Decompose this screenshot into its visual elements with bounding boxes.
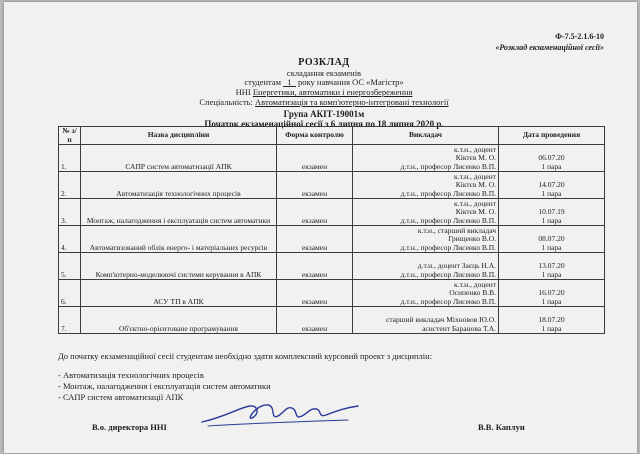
- director-signature: [198, 396, 363, 436]
- form-name: «Розклад екзаменаційної сесії»: [495, 43, 604, 52]
- session-start: Початок екзаменаційної сесії з 6 липня по 18 липня 2020 р.: [204, 119, 444, 129]
- cell-number: 1.: [59, 145, 81, 172]
- coursework-item: - САПР систем автоматизації АПК: [58, 392, 184, 402]
- table-header-row: [59, 127, 605, 145]
- table-row: [59, 226, 605, 253]
- cell-examiner-line: д.т.н., професор Лисенко В.П.: [400, 188, 496, 198]
- form-code: Ф-7.5-2.1.6-10: [555, 32, 604, 41]
- specialty-line: [64, 97, 584, 107]
- cell-examiner-line: д.т.н., професор Лисенко В.П.: [400, 296, 496, 306]
- students-suffix: року навчання ОС «Магістр»: [298, 77, 404, 87]
- cell-examiner: [353, 307, 499, 334]
- cell-date: [499, 307, 605, 334]
- cell-date: [499, 172, 605, 199]
- cell-examiner-line: д.т.н., професор Лисенко В.П.: [400, 269, 496, 279]
- table-row: [59, 172, 605, 199]
- cell-discipline: АСУ ТП в АПК: [81, 280, 277, 307]
- table-row: [59, 145, 605, 172]
- cell-discipline: Автоматизація технологічних процесів: [81, 172, 277, 199]
- cell-examiner-line: Кіктєв М. О.: [455, 207, 496, 216]
- cell-number: 7.: [59, 307, 81, 334]
- cell-number: 4.: [59, 226, 81, 253]
- cell-date: [499, 199, 605, 226]
- cell-date-line: 13.07.20: [538, 261, 565, 270]
- cell-examiner: [353, 253, 499, 280]
- cell-examiner-line: Кіктєв М. О.: [455, 180, 496, 189]
- cell-examiner: [353, 226, 499, 253]
- cell-examiner-line: к.т.н., старший викладач: [417, 225, 496, 235]
- cell-discipline: Об'єктно-орієнтоване програмування: [81, 307, 277, 334]
- cell-date-line: 16.07.20: [538, 288, 565, 297]
- cell-examiner-line: к.т.н., доцент: [454, 144, 496, 154]
- table-row: [59, 280, 605, 307]
- cell-examiner-line: д.т.н., професор Лисенко В.П.: [400, 242, 496, 252]
- cell-date-line: 14.07.20: [538, 180, 565, 189]
- cell-examiner-line: д.т.н., професор Лисенко В.П.: [400, 161, 496, 171]
- cell-date: [499, 145, 605, 172]
- cell-examiner: [353, 145, 499, 172]
- specialty-value: Автоматизація та комп'ютерно-інтегровані технології: [255, 97, 449, 107]
- header-num: № з/п: [59, 127, 81, 145]
- cell-number: 5.: [59, 253, 81, 280]
- cell-discipline: Автоматизований облік енерго- і матеріальних ресурсів: [81, 226, 277, 253]
- cell-examiner: [353, 280, 499, 307]
- table-row: [59, 199, 605, 226]
- table-row: [59, 307, 605, 334]
- cell-date-line: 10.07.19: [538, 207, 565, 216]
- cell-date: [499, 226, 605, 253]
- coursework-note: До початку екзаменаційної сесії студентам необхідно здати комплексний курсовий проект з дисциплін:: [58, 351, 433, 361]
- cell-examiner-line: Кіктєв М. О.: [455, 153, 496, 162]
- cell-form: екзамен: [277, 145, 353, 172]
- cell-examiner-line: Осипенко В.В.: [449, 288, 496, 297]
- cell-date-line: 1 пара: [541, 242, 562, 252]
- cell-examiner-line: д.т.н., доцент Заєць Н.А.: [417, 261, 496, 270]
- cell-form: екзамен: [277, 253, 353, 280]
- cell-examiner-line: к.т.н., доцент: [454, 171, 496, 181]
- course-number: 1: [287, 77, 292, 87]
- cell-date: [499, 280, 605, 307]
- page-title: РОЗКЛАД: [298, 57, 350, 68]
- cell-number: 2.: [59, 172, 81, 199]
- cell-examiner: [353, 172, 499, 199]
- cell-discipline: Комп'ютерно-моделюючі системи керування в АПК: [81, 253, 277, 280]
- cell-date-line: 1 пара: [541, 188, 562, 198]
- cell-date-line: 1 пара: [541, 269, 562, 279]
- cell-examiner-line: асистент Баранова Т.А.: [422, 323, 496, 333]
- director-name: В.В. Каплун: [478, 422, 525, 432]
- cell-examiner-line: Грищенко В.О.: [448, 234, 496, 243]
- header-discipline: Назва дисципліни: [81, 127, 277, 145]
- cell-discipline: САПР систем автоматизації АПК: [81, 145, 277, 172]
- cell-date-line: 06.07.20: [538, 153, 565, 162]
- cell-form: екзамен: [277, 307, 353, 334]
- cell-date-line: 1 пара: [541, 323, 562, 333]
- cell-examiner-line: д.т.н., професор Лисенко В.П.: [400, 215, 496, 225]
- coursework-item: - Автоматизація технологічних процесів: [58, 370, 204, 380]
- exam-schedule-table: [58, 126, 605, 334]
- cell-discipline: Монтаж, налагодження і експлуатація систем автоматики: [81, 199, 277, 226]
- cell-form: екзамен: [277, 172, 353, 199]
- cell-examiner-line: к.т.н., доцент: [454, 279, 496, 289]
- header-examiner: Викладач: [353, 127, 499, 145]
- cell-examiner-line: старший викладач Міхновов Ю.О.: [385, 315, 496, 324]
- group-label: Група АКІТ-19001м: [283, 109, 365, 119]
- coursework-item: - Монтаж, налагодження і експлуатація систем автоматики: [58, 381, 271, 391]
- page-subtitle: складання екзаменів: [286, 68, 362, 78]
- cell-number: 3.: [59, 199, 81, 226]
- header-date: Дата проведення: [499, 127, 605, 145]
- cell-date-line: 1 пара: [541, 296, 562, 306]
- cell-date-line: 1 пара: [541, 161, 562, 171]
- cell-form: екзамен: [277, 226, 353, 253]
- students-prefix: студентам: [244, 77, 282, 87]
- cell-date-line: 1 пара: [541, 215, 562, 225]
- cell-examiner: [353, 199, 499, 226]
- institute-line: [64, 87, 584, 97]
- cell-form: екзамен: [277, 199, 353, 226]
- institute-value: Енергетики, автоматики і енергозбереження: [252, 87, 413, 97]
- cell-examiner-line: к.т.н., доцент: [454, 198, 496, 208]
- cell-number: 6.: [59, 280, 81, 307]
- director-title: В.о. директора ННІ: [92, 422, 167, 432]
- students-line: [64, 77, 584, 87]
- specialty-prefix: Спеціальність:: [199, 97, 253, 107]
- header-form: Форма контролю: [277, 127, 353, 145]
- table-row: [59, 253, 605, 280]
- institute-prefix: ННІ: [235, 87, 251, 97]
- cell-form: екзамен: [277, 280, 353, 307]
- cell-date-line: 08.07.20: [538, 234, 565, 243]
- cell-date-line: 18.07.20: [538, 315, 565, 324]
- cell-date: [499, 253, 605, 280]
